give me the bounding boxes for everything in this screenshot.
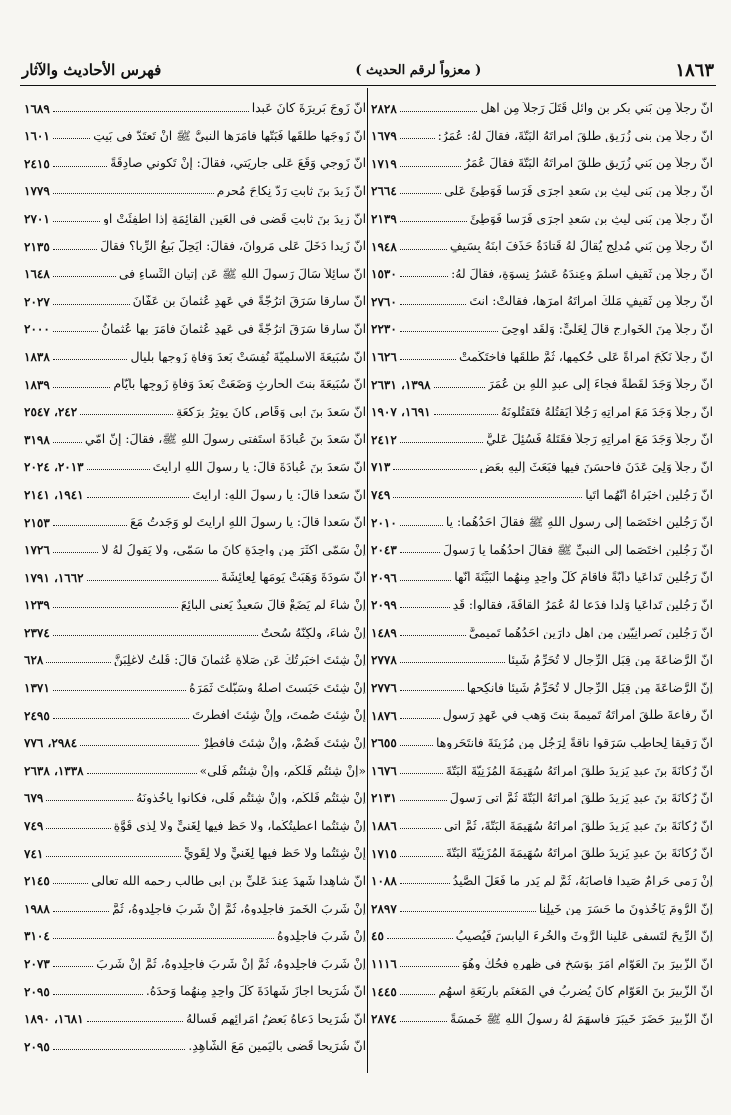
dot-leader — [400, 304, 467, 305]
index-entry — [24, 311, 366, 339]
entry-reference-number: ٧٤٩ — [24, 819, 44, 834]
dot-leader — [434, 387, 485, 388]
page-number: ١٨٦٣ — [675, 59, 714, 81]
entry-reference-number: ٢٤١٥ — [24, 156, 50, 171]
dot-leader — [400, 718, 440, 719]
entry-text: أنَّ زَيداً دَخَلَ عَلى مَروانَ، فقالَ: أيَحِلُّ بَيعُ الرِّبا؟ فقالَ — [100, 240, 366, 253]
entry-reference-number: ١٧١٥ — [371, 846, 397, 861]
entry-reference-number: ١٦٠١ — [24, 129, 50, 144]
entry-text: أنَّ سَعدَ بنَ عُبادَةَ قالَ: يا رسولَ اللهِ أرأيتَ — [152, 461, 366, 474]
dot-leader — [400, 359, 456, 360]
entry-text: أنَّ رجلاً مِن ثَقيفٍ أسلَمَ وعِندَهُ عَشرُ نِسوَةٍ، فقالَ لَهُ: — [451, 267, 713, 281]
index-entry — [24, 228, 366, 256]
dot-leader — [53, 966, 93, 967]
entry-text: إنْ شِئتَ صُمتَ، وإنْ شِئتَ أفطَرتَ — [192, 709, 366, 722]
index-entry — [24, 449, 366, 477]
entry-reference-number: ١٦٤٨ — [24, 267, 50, 282]
dot-leader — [400, 111, 478, 112]
dot-leader — [53, 1049, 186, 1050]
dot-leader — [87, 469, 150, 470]
index-entry — [371, 256, 713, 284]
index-entry — [24, 394, 366, 422]
index-entry — [371, 973, 713, 1001]
entry-reference-number: ٢٠٠٠ — [24, 322, 50, 337]
entry-text: أنَّ سَعداً قالَ: يا رسولَ اللهِ أرأيتَ لَو وَجَدتُ مَعَ — [129, 516, 366, 529]
entry-text: أنَّ سَعدَ بنَ أبي وَقّاصٍ كانَ يوتِرُ بِرَكعَةٍ — [175, 405, 366, 419]
index-entry — [371, 642, 713, 670]
entry-reference-number: ١٨٨٦ — [371, 819, 397, 834]
entry-reference-number: ٢٨٧٤ — [371, 1012, 397, 1027]
index-entry — [371, 559, 713, 587]
index-entry — [371, 807, 713, 835]
entry-text: إنْ شِئتَ فَصُمْ، وإنْ شِئتَ فأَفطِرْ — [202, 736, 366, 750]
dot-leader — [400, 249, 447, 250]
entry-reference-number: ٣١٠٤ — [24, 929, 50, 944]
entry-text: أنَّ الزُّبيرَ بنَ العَوّامِ كانَ يُضرِبُ في المَغنَمِ بأَربَعَةِ أسهُمٍ — [438, 985, 713, 998]
index-entry — [371, 366, 713, 394]
entry-text: أنَّ رَجُلَينِ تَداعَيا دابَّةً فأقامَ كُلُّ واحِدٍ مِنهُما البَيِّنَةَ أنَّها — [454, 571, 713, 584]
index-entry — [24, 697, 366, 725]
entry-reference-number: ١٣٩٨، ٢٦٣١ — [371, 377, 431, 392]
entry-reference-number: ١٤٤٥ — [371, 984, 397, 999]
entry-text: إنْ شِئتَ حَبَستَ أصلَهُ وسَبَّلتَ ثَمَرَهُ — [189, 681, 366, 695]
index-entry — [371, 890, 713, 918]
entry-reference-number: ١٦٧٦ — [371, 763, 397, 778]
dot-leader — [400, 911, 536, 912]
dot-leader — [46, 662, 110, 663]
entry-text: أنَّ رجلاً وَلِيَ عَدَنَ فأَحسَنَ فيها فبَعَثَ إليهِ بِعَضٍ — [479, 461, 713, 474]
index-entry — [24, 476, 366, 504]
entry-text: أنَّ رجلاً مِن بَني بكرِ بنِ وائلٍ قَتَلَ رَجلاً مِن أَهلِ — [480, 102, 713, 115]
dot-leader — [393, 497, 582, 498]
entry-text: أنَّ رجلاً وَجَدَ لُقَطَةً فجاءَ إلى عبدِ اللهِ بنِ عُمَرَ — [487, 378, 713, 391]
dot-leader — [53, 331, 98, 332]
entry-reference-number: ٧١٣ — [371, 460, 391, 475]
dot-leader — [53, 111, 249, 112]
entry-reference-number: ١٩٨٨ — [24, 901, 50, 916]
index-entry — [371, 421, 713, 449]
dot-leader — [400, 166, 461, 167]
index-entry — [24, 200, 366, 228]
index-title: فهرس الأحاديث والآثار — [22, 61, 162, 79]
index-entry — [371, 338, 713, 366]
entry-text: أنَّ سُبَيعَةَ بنتَ الحارِثِ وَضَعَتْ بَعدَ وَفاةِ زَوجِها بأيّامٍ — [113, 378, 366, 391]
entry-reference-number: ١٨٣٨ — [24, 349, 50, 364]
index-entry — [371, 145, 713, 173]
entry-reference-number: ٢٠٩٩ — [371, 598, 397, 613]
index-entry — [371, 780, 713, 808]
index-entry — [371, 311, 713, 339]
entry-text: أنَّ رُكانَةَ بنَ عبدِ يَزيدَ طَلَّقَ امرأتَهُ سُهَيمَةَ المُزَنِيَّةَ البَتَّةَ — [445, 764, 713, 777]
index-entry — [24, 145, 366, 173]
dot-leader — [53, 166, 107, 167]
entry-reference-number: ١٦٩١، ١٩٠٧ — [371, 405, 431, 420]
dot-leader — [400, 994, 436, 995]
index-entry — [371, 752, 713, 780]
entry-reference-number: ١٦٧٩ — [371, 129, 397, 144]
left-column — [24, 90, 366, 1056]
entry-text: إنْ شَرِبَ فاجلِدوهُ — [276, 930, 366, 943]
entry-text: «إنْ شِئتُم فَلَكُم، وإنْ شِئتُم فَلي» — [199, 764, 366, 777]
entry-reference-number: ٢١٤٥ — [24, 874, 50, 889]
entry-text: إنْ شِئتَ أخبَرتُكَ عَن صَلاةِ عُثمانَ قالَ: قُلتُ لأَغلِبَنَّ — [113, 654, 366, 667]
dot-leader — [53, 911, 109, 912]
dot-leader — [400, 690, 464, 691]
entry-text: أنَّ رجلاً وَجَدَ مَعَ امرأتِهِ رَجلاً فقَتَلَهُ فَسُئِلَ عَليٌّ — [486, 433, 713, 446]
dot-leader — [87, 497, 190, 498]
dot-leader — [400, 138, 435, 139]
dot-leader — [80, 414, 173, 415]
index-entry — [24, 118, 366, 146]
index-entry — [24, 725, 366, 753]
entry-text: إنَّ الرِّيحَ لَتَسفي عَلَينا الرَّوثَ والخُرءَ اليابِسَ فَيُصيبُ — [455, 930, 713, 943]
entry-text: أنَّ زَيدَ بنَ ثابتٍ رَدَّ نِكاحَ مُحرِمٍ — [216, 185, 366, 198]
entry-reference-number: ١٧٧٩ — [24, 184, 50, 199]
index-entry — [371, 614, 713, 642]
entry-text: إنَّ الرَّضاعَةَ مِن قِبَلِ الرِّجالِ لا تُحَرِّمُ شَيئاً فانكِحها — [466, 681, 713, 695]
dot-leader — [53, 883, 88, 884]
entry-text: إنْ شاءَ، ولَكِنَّهُ سُحتٌ — [260, 626, 366, 639]
dot-leader — [400, 635, 466, 636]
index-entry — [371, 228, 713, 256]
index-entry — [24, 863, 366, 891]
dot-leader — [53, 442, 82, 443]
dot-leader — [46, 828, 110, 829]
index-entry — [24, 669, 366, 697]
entry-reference-number: ٢٨٢٨ — [371, 101, 397, 116]
dot-leader — [53, 221, 100, 222]
entry-reference-number: ١٧٢٦ — [24, 543, 50, 558]
column-divider — [367, 88, 368, 1073]
dot-leader — [393, 469, 476, 470]
entry-text: أنَّ رجلاً مِن بَني زُرَيقٍ طلَّقَ امرأتَهُ ألبَتَّةَ فقالَ عُمَرُ — [464, 157, 713, 170]
dot-leader — [53, 193, 214, 194]
entry-text: أنَّ زيدَ بنَ ثابتٍ قَضى في العَينِ القائِمَةِ إذا أُطفِئَتْ أو — [102, 212, 366, 225]
index-entry — [371, 118, 713, 146]
dot-leader — [400, 966, 459, 967]
entry-text: إنْ شَرِبَ الخَمرَ فاجلِدوهُ، ثُمَّ إنْ شَرِبَ فاجلِدوهُ، ثُمَّ — [112, 902, 366, 915]
entry-text: أنَّ سائِلاً سَألَ رَسولَ اللهِ ﷺ عَن إتيانِ النِّساءِ في — [118, 267, 366, 281]
dot-leader — [53, 938, 274, 939]
entry-text: إنْ شِئتُم فَلَكُم، وإنْ شِئتُم فَلي، فكانوا يأخُذونَهُ — [136, 792, 366, 805]
entry-reference-number: ٦٢٨ — [24, 653, 44, 668]
dot-leader — [400, 580, 452, 581]
entry-reference-number: ٧٤٩ — [371, 487, 391, 502]
entry-reference-number: ٢٣٧٤ — [24, 625, 50, 640]
dot-leader — [87, 1021, 183, 1022]
section-note: ( معزواً لرقم الحديث ) — [355, 62, 482, 78]
entry-text: أنَّ زَوجَ بَريرَةَ كانَ عَبداً — [251, 102, 366, 115]
entry-reference-number: ٢٠١٠ — [371, 515, 397, 530]
entry-reference-number: ٢٧٧٨ — [371, 653, 397, 668]
index-entry — [24, 587, 366, 615]
dot-leader — [400, 331, 499, 332]
entry-reference-number: ٢٠١٣، ٢٠٢٤ — [24, 460, 84, 475]
entry-text: أنَّ سَودَةَ وَهَبَتْ يَومَها لِعائِشَةَ — [220, 571, 366, 584]
entry-text: أنَّ الزُّبيرَ بنَ العَوّامِ أمَرَ بوَسَخٍ في ظَهرِهِ فحُكَّ وهُوَ — [461, 957, 713, 970]
index-entry — [24, 1028, 366, 1056]
index-entry — [371, 173, 713, 201]
dot-leader — [400, 800, 447, 801]
index-entry — [24, 338, 366, 366]
entry-text: إنْ شِئتُما أعطَيتُكُما، ولا حَظَّ فيها لِغَنيٍّ ولا لِذي قُوَّةٍ — [113, 819, 366, 833]
dot-leader — [53, 607, 178, 608]
index-entry — [24, 835, 366, 863]
entry-text: أنَّ سَعدَ بنَ عُبادَةَ استَفتى رسولَ اللهِ ﷺ، فقالَ: إنَّ أُمّي — [84, 433, 366, 446]
dot-leader — [400, 221, 467, 222]
entry-text: أنَّ رجلاً مِن بني زُرَيقٍ طلَّقَ امرأتَهُ ألبَتَّةَ، فقالَ لَهُ: عُمَرُ: — [437, 129, 713, 143]
entry-reference-number: ٦٧٩ — [24, 791, 44, 806]
dot-leader — [400, 607, 450, 608]
entry-text: أنَّ شُرَيحاً دَعاهُ بَعضُ أُمَرائِهِم فَسألَهُ — [185, 1012, 366, 1026]
entry-reference-number: ٢٧٧٦ — [371, 681, 397, 696]
dot-leader — [53, 635, 258, 636]
index-entry — [371, 725, 713, 753]
entry-reference-number: ٢٨٩٧ — [371, 901, 397, 916]
dot-leader — [400, 662, 505, 663]
page-header — [22, 58, 714, 82]
dot-leader — [400, 276, 448, 277]
entry-text: أنَّ رجلاً مِن ثَقيفٍ مَلَّكَ امرأتَهُ أمرَها، فقالَتْ: أنتَ — [469, 295, 713, 308]
index-entry — [24, 90, 366, 118]
entry-reference-number: ١٤٨٩ — [371, 625, 397, 640]
entry-text: أنَّ رجلاً مِنَ الخَوارِجِ قالَ لِعَليٍّ: وَلَقَد أوحِيَ — [501, 323, 713, 336]
index-entry — [24, 504, 366, 532]
entry-reference-number: ٢٦٦٤ — [371, 184, 397, 199]
dot-leader — [53, 552, 99, 553]
entry-text: أنَّ رَجُلَينِ أخبَراهُ أنَّهُما أتَيا — [585, 488, 713, 501]
entry-reference-number: ١٠٨٨ — [371, 874, 397, 889]
index-entry — [371, 1001, 713, 1029]
index-entry — [371, 587, 713, 615]
index-entry — [24, 283, 366, 311]
dot-leader — [53, 387, 111, 388]
entry-reference-number: ٢٠٩٥ — [24, 1039, 50, 1054]
index-entry — [24, 173, 366, 201]
entry-reference-number: ١٦٨٩ — [24, 101, 50, 116]
header-rule — [20, 85, 716, 86]
entry-reference-number: ١٧١٩ — [371, 156, 397, 171]
entry-text: أنَّ رجلاً نَكَحَ امرأةً عَلَى حُكمِها، ثُمَّ طَلَّقَها فاختَكَمتْ — [459, 350, 713, 363]
entry-reference-number: ١٦٨١، ١٨٩٠ — [24, 1012, 84, 1027]
entry-reference-number: ٢٤٢، ٢٥٤٧ — [24, 405, 78, 420]
dot-leader — [87, 580, 218, 581]
entry-text: أنَّ رجلاً مِن بَني مُدلِجٍ يُقالُ لَهُ قَتادَةُ حَذَفَ ابنَهُ بِسَيفٍ — [449, 240, 713, 253]
entry-text: أنَّ رُكانَةَ بنَ عبدِ يَزيدَ طَلَّقَ امرأتَهُ سُهَيمَةَ المُزَنِيَّةَ البَتَّةَ — [445, 847, 713, 860]
index-entry — [24, 973, 366, 1001]
entry-reference-number: ٢٠٩٦ — [371, 570, 397, 585]
entry-text: أنَّ سارِقاً سَرَقَ أُترُجَّةً في عَهدِ عُثمانَ فأمَرَ بها عُثمانُ — [101, 323, 366, 336]
entry-reference-number: ١٨٣٩ — [24, 377, 50, 392]
entry-text: أنَّ سارِقاً سَرَقَ أُترُجَّةً في عَهدِ عُثمانَ بنِ عَفّانَ — [132, 295, 366, 308]
entry-reference-number: ١٦٢٦ — [371, 349, 397, 364]
dot-leader — [400, 442, 483, 443]
dot-leader — [53, 994, 143, 995]
entry-text: أنَّ رِفاعةَ طَلَّقَ امرأتَهُ تَميمةَ بنتَ وَهبٍ في عَهدِ رَسولِ — [442, 709, 713, 722]
dot-leader — [53, 690, 186, 691]
index-entry — [24, 532, 366, 560]
index-entry — [24, 366, 366, 394]
dot-leader — [46, 856, 181, 857]
dot-leader — [53, 525, 127, 526]
entry-text: أنَّ رَجُلَينِ نَصرانِيَّينِ مِن أهلِ دارَينِ أحَدُهُما تَميميٌّ — [468, 626, 713, 639]
dot-leader — [53, 718, 189, 719]
index-entry — [371, 918, 713, 946]
dot-leader — [400, 856, 443, 857]
entry-reference-number: ١١١٦ — [371, 957, 397, 971]
dot-leader — [53, 276, 116, 277]
index-entry — [371, 863, 713, 891]
entry-text: أنَّ شاهِداً شَهِدَ عِندَ عَليِّ بنِ أبي طالبٍ رحمه الله تعالى — [91, 874, 366, 888]
entry-text: أنَّ الرَّضاعَةَ مِن قِبَلِ الرِّجالِ لا تُحَرِّمُ شَيئاً — [507, 654, 713, 667]
entry-reference-number: ٢١٣٩ — [371, 211, 397, 226]
entry-reference-number: ٢٤١٢ — [371, 432, 397, 447]
entry-text: أنَّ زَوجي وَقَعَ عَلى جارِيَتي، فقالَ: إنْ تَكوني صادِقَةً — [110, 157, 366, 170]
index-entry — [24, 918, 366, 946]
entry-text: أنَّ شُرَيحاً أجازَ شَهادَةَ كُلِّ واحِدٍ مِنهُما وَحدَهُ. — [145, 985, 366, 998]
entry-reference-number: ٢١٣٥ — [24, 239, 50, 254]
entry-reference-number: ٢٠٢٧ — [24, 294, 50, 309]
entry-reference-number: ٤٥ — [371, 929, 384, 944]
dot-leader — [400, 828, 441, 829]
index-entry — [371, 476, 713, 504]
index-entry — [24, 421, 366, 449]
index-entry — [371, 449, 713, 477]
dot-leader — [400, 883, 450, 884]
index-entry — [24, 890, 366, 918]
entry-text: أنَّ رَقيقاً لِحاطِبٍ سَرَقوا ناقةً لِرَجُلٍ مِن مُزَينَةَ فانتَحَروها — [435, 736, 713, 750]
entry-text: أنَّ شُرَيحاً قَضى باليَمينِ مَعَ الشّاهِدِ. — [188, 1040, 366, 1053]
entry-reference-number: ٢٤٩٥ — [24, 708, 50, 723]
dot-leader — [400, 745, 433, 746]
entry-text: أنَّ الزُّبيرَ حَضَرَ خَيبَرَ فأسهَمَ لَهُ رسولُ اللهِ ﷺ خَمسَةً — [450, 1012, 713, 1026]
entry-reference-number: ٢٠٧٣ — [24, 957, 50, 971]
entry-reference-number: ٣١٩٨ — [24, 432, 50, 447]
index-entry — [371, 835, 713, 863]
entry-reference-number: ١٩٤٨ — [371, 239, 397, 254]
dot-leader — [400, 193, 441, 194]
dot-leader — [53, 249, 97, 250]
dot-leader — [46, 800, 133, 801]
index-entry — [24, 559, 366, 587]
index-entry — [371, 945, 713, 973]
entry-reference-number: ٢٦٥٥ — [371, 736, 397, 751]
entry-reference-number: ١٨٧٦ — [371, 708, 397, 723]
entry-text: أنَّ رَجُلَينِ اختَصَما إلى النبيِّ ﷺ فقالَ أحدُهُما يا رَسولَ — [443, 543, 713, 557]
entry-reference-number: ٢١٥٣ — [24, 515, 50, 530]
entry-reference-number: ٢٢٣٠ — [371, 322, 397, 337]
dot-leader — [53, 304, 130, 305]
entry-text: أنَّ رجلاً وَجَدَ مَعَ امرأتِهِ رَجُلاً أيَقتُلُهُ فتَقتُلونَهُ — [500, 405, 713, 419]
entry-text: أنَّ رَجُلَينِ تَداعَيا وَلَداً فدَعا لَهُ عُمَرُ القافَةَ، فقالوا: قَدِ — [452, 598, 713, 612]
dot-leader — [53, 138, 90, 139]
dot-leader — [80, 745, 199, 746]
index-entry — [371, 90, 713, 118]
dot-leader — [387, 938, 453, 939]
dot-leader — [400, 552, 440, 553]
index-entry — [24, 945, 366, 973]
entry-reference-number: ٢٠٤٣ — [371, 543, 397, 558]
entry-text: أنَّ رَجُلَينِ اختَصَما إلى رسولِ اللهِ ﷺ فقالَ أحَدُهُما: يا — [445, 516, 713, 529]
index-entry — [24, 807, 366, 835]
entry-text: إنْ شِئتُما ولا حَظَّ فيها لِغَنيٍّ ولا لِقَويٍّ — [183, 847, 366, 860]
entry-reference-number: ٢٩٨٤، ٧٧٦ — [24, 736, 78, 751]
entry-text: أنَّ رُكانَةَ بنَ عبدِ يَزيدَ طَلَّقَ امرأتَهُ البَتَّةَ ثُمَّ أتى رَسولَ — [449, 792, 713, 805]
dot-leader — [400, 1021, 447, 1022]
entry-reference-number: ٢٠٩٥ — [24, 984, 50, 999]
entry-text: إنْ سَمّى أكثَرَ مِن واحِدَةٍ كانَ ما سَمّى، ولا يَقولُ لَهُ لا — [101, 543, 366, 557]
entry-reference-number: ٧٤١ — [24, 846, 44, 861]
index-entry — [24, 780, 366, 808]
index-entry — [24, 752, 366, 780]
index-entry — [24, 256, 366, 284]
entry-text: أنَّ سُبَيعَةَ الأسلَمِيَّةَ نُفِسَتْ بَعدَ وَفاةِ زَوجِها بِلَيالٍ — [130, 350, 366, 363]
entry-text: أنَّ رُكانَةَ بنَ عبدِ يَزيدَ طَلَّقَ امرأتَهُ سُهَيمَةَ البَتَّةَ، ثُمَّ أتى — [443, 819, 713, 833]
index-entry — [371, 697, 713, 725]
entry-reference-number: ١٢٣٩ — [24, 598, 50, 613]
entry-text: إنْ شَرِبَ فاجلِدوهُ، ثُمَّ إنْ شَرِبَ فاجلِدوهُ، ثُمَّ إنْ شَرِبَ — [96, 957, 366, 970]
entry-text: إنْ رَمى حَرامٌ صَيداً فأصابَهُ، ثُمَّ لَم يَدرِ ما فَعَلَ الصَّيدُ — [452, 874, 713, 888]
entry-reference-number: ١٣٣٨، ٢٦٣٨ — [24, 763, 84, 778]
entry-text: أنَّ سَعداً قالَ: يا رسولَ اللهِ: أرأيتَ — [192, 488, 366, 501]
entry-text: إنْ شاءَ لَم يَضَعْ قالَ سَعيدٌ يَعني البائِعَ — [180, 598, 366, 612]
entry-text: أنَّ رجلاً مِن بَني لَيثِ بنِ سَعدٍ أجرَى فَرَساً فَوَطِئَ عَلَى — [444, 185, 713, 198]
entry-reference-number: ٢٧٠١ — [24, 211, 50, 226]
dot-leader — [53, 359, 128, 360]
dot-leader — [434, 414, 498, 415]
entry-reference-number: ١٣٧١ — [24, 681, 50, 696]
dot-leader — [87, 773, 197, 774]
index-entry — [371, 200, 713, 228]
dot-leader — [400, 525, 443, 526]
entry-reference-number: ١٩٤١، ٢١٤١ — [24, 487, 84, 502]
index-entry — [24, 614, 366, 642]
entry-reference-number: ٢٧٦٠ — [371, 294, 397, 309]
index-entry — [371, 283, 713, 311]
index-entry — [24, 1001, 366, 1029]
index-entry — [371, 394, 713, 422]
entry-text: إنَّ الرُّومَ يَأخُذونَ ما حَسَرَ مِن خَيلِنا — [538, 902, 713, 915]
entry-text: أنَّ زَوجَها طَلَّقَها فَبَتَّها فأَمَرَها النبيُّ ﷺ أنْ تَعتَدَّ في بَيتِ — [93, 129, 366, 143]
index-entry — [371, 669, 713, 697]
entry-reference-number: ٢١٣١ — [371, 791, 397, 806]
dot-leader — [400, 773, 443, 774]
entry-reference-number: ١٦٦٢، ١٧٩١ — [24, 570, 84, 585]
index-entry — [371, 504, 713, 532]
index-entry — [371, 532, 713, 560]
index-entry — [24, 642, 366, 670]
entry-reference-number: ١٥٣٠ — [371, 267, 397, 282]
right-column — [371, 90, 713, 1028]
entry-text: أنَّ رجلاً مِن بَني لَيثِ بنِ سَعدٍ أجرَى فَرَساً فَوَطِئَ — [469, 212, 713, 225]
